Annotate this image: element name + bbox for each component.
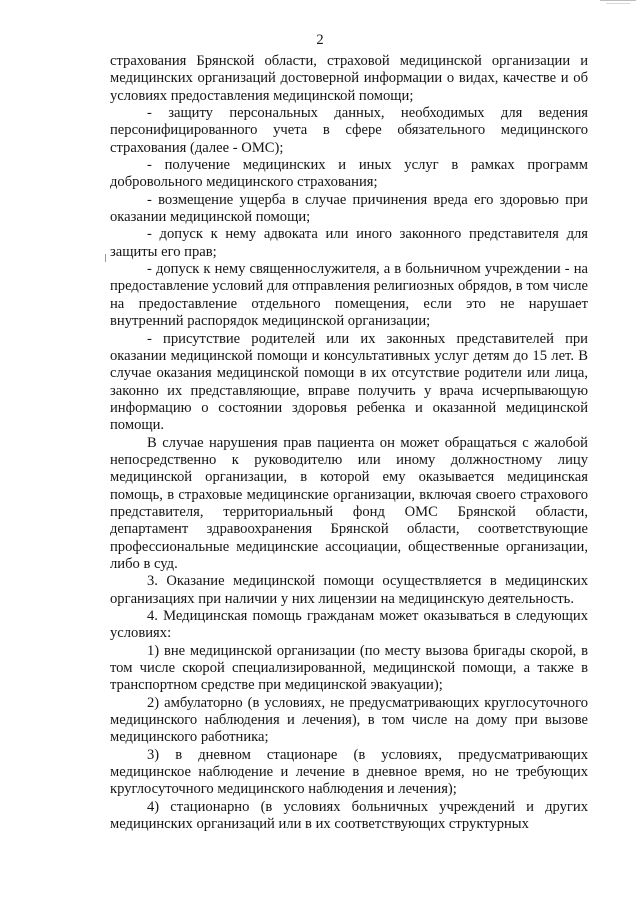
document-body <box>110 53 588 833</box>
paragraph-parents-presence: - присутствие родителей или их законных представителей при оказании медицинской помощи и консультативных услуг детям до 15 лет. В случае оказания медицинской помощи в их отсутствие родители или лица, законно их представляющие, вправе получить у врача исчерпывающую информацию о состоянии здоровья ребенка и оказанной медицинской помощи. <box>110 330 588 434</box>
paragraph-lawyer-access: - допуск к нему адвоката или иного законного представителя для защиты его прав; <box>110 226 588 260</box>
paragraph-voluntary-insurance: - получение медицинских и иных услуг в рамках программ добровольного медицинского страхования; <box>110 157 588 191</box>
list-item-2: 2) амбулаторно (в условиях, не предусматривающих круглосуточного медицинского наблюдения и лечения), в том числе на дому при вызове медицинского работника; <box>110 694 588 746</box>
paragraph-continuation: страхования Брянской области, страховой медицинской организации и медицинских организаций достоверной информации о видах, качестве и об условиях предоставления медицинской помощи; <box>110 53 588 104</box>
paragraph-personal-data: - защиту персональных данных, необходимых для ведения персонифицированного учета в сфере обязательного медицинского страхования (далее - ОМС); <box>110 105 588 156</box>
list-item-4: 4) стационарно (в условиях больничных учреждений и других медицинских организаций или в их соответствующих структурных <box>110 798 588 833</box>
paragraph-section-3: 3. Оказание медицинской помощи осуществляется в медицинских организациях при наличии у них лицензии на медицинскую деятельность. <box>110 573 588 607</box>
paragraph-section-4: 4. Медицинская помощь гражданам может оказываться в следующих условиях: <box>110 608 588 642</box>
page-number: 2 <box>316 32 324 48</box>
list-item-3: 3) в дневном стационаре (в условиях, предусматривающих медицинское наблюдение и лечение в дневное время, но не требующих круглосуточного медицинского наблюдения и лечения); <box>110 746 588 798</box>
paragraph-complaints: В случае нарушения прав пациента он может обращаться с жалобой непосредственно к руководителю или иному должностному лицу медицинской организации, в которой ему оказывается медицинская помощь, в страховые медицинские организации, включая своего страхового представителя, территориальный фонд ОМС Брянской области, департамент здравоохранения Брянской области, соответствующие профессиональные медицинские ассоциации, общественные организации, либо в суд. <box>110 434 588 572</box>
scan-corner-mark <box>600 0 636 9</box>
list-item-1: 1) вне медицинской организации (по месту вызова бригады скорой, в том числе скорой специализированной, медицинской помощи, а также в транспортном средстве при медицинской эвакуации); <box>110 642 588 694</box>
paragraph-damage-compensation: - возмещение ущерба в случае причинения вреда его здоровью при оказании медицинской помощи; <box>110 191 588 226</box>
paragraph-clergy-access: - допуск к нему священнослужителя, а в больничном учреждении - на предоставление условий для отправления религиозных обрядов, в том числе на предоставление отдельного помещения, если это не нарушает внутренний распорядок медицинской организации; <box>110 261 588 330</box>
